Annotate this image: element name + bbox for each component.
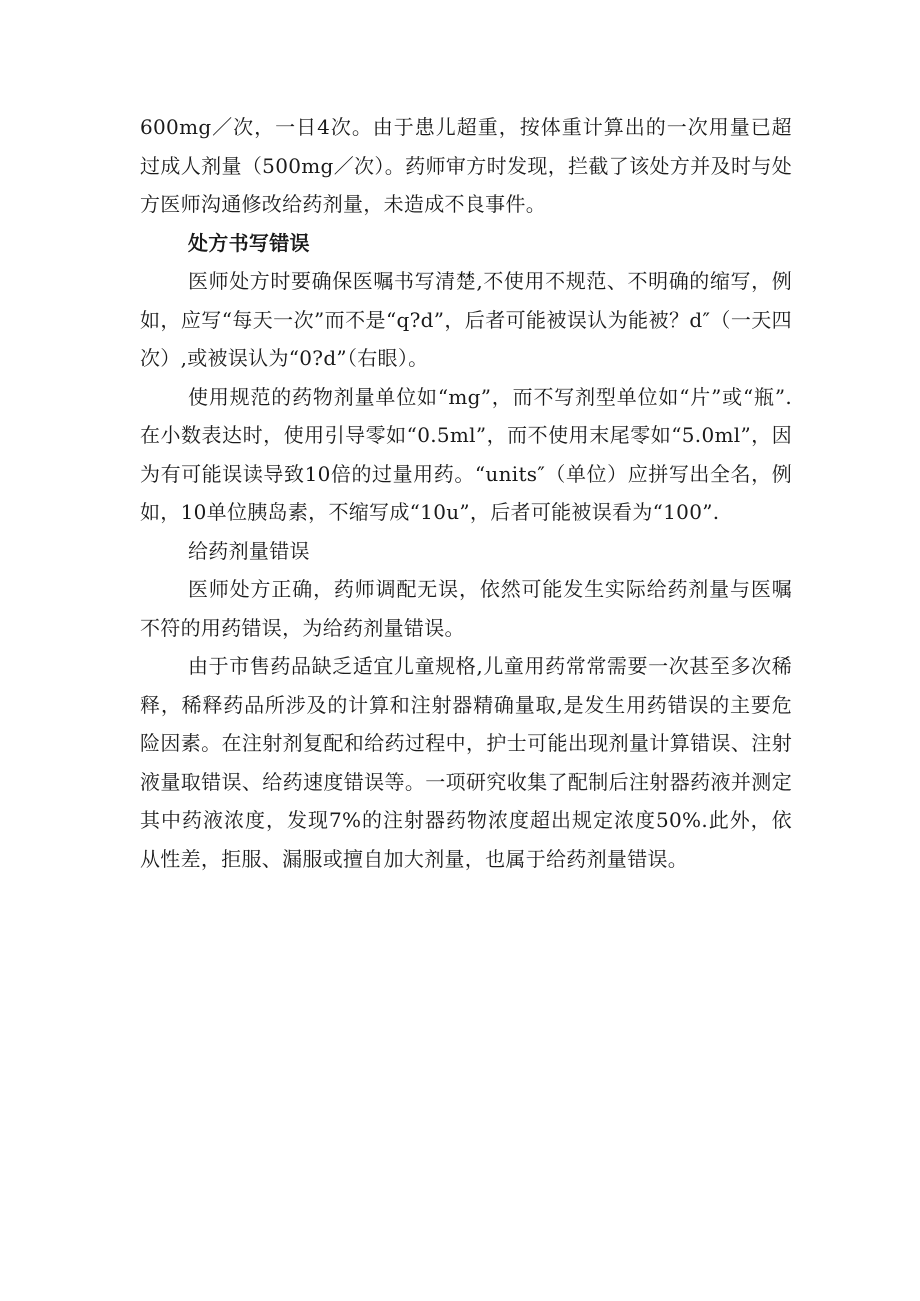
document-body [140,108,792,878]
paragraph-dose-units: 使用规范的药物剂量单位如“mg”，而不写剂型单位如“片”或“瓶”.在小数表达时，使用引导零如“0.5ml”，而不使用末尾零如“5.0ml”，因为有可能误读导致10倍的过量用药。“units″（单位）应拼写出全名，例如，10单位胰岛素，不缩写成“10u”，后者可能被误看为“100”. [140,384,792,524]
section-heading-prescription-writing-error: 处方书写错误 [188,230,310,255]
paragraph-dilution-risk: 由于市售药品缺乏适宜儿童规格,儿童用药常常需要一次甚至多次稀释，稀释药品所涉及的计算和注射器精确量取,是发生用药错误的主要危险因素。在注射剂复配和给药过程中，护士可能出现剂量计算错误、注射液量取错误、给药速度错误等。一项研究收集了配制后注射器药液并测定其中药液浓度，发现7%的注射器药物浓度超出规定浓度50%.此外，依从性差，拒服、漏服或擅自加大剂量，也属于给药剂量错误。 [140,654,792,871]
paragraph-abbreviation-rules: 医师处方时要确保医嘱书写清楚,不使用不规范、不明确的缩写，例如，应写“每天一次”而不是“q?d”，后者可能被误认为能被？d″（一天四次）,或被误认为“0?d”（右眼）。 [140,269,792,370]
paragraph-dosage-case: 600mg／次，一日4次。由于患儿超重，按体重计算出的一次用量已超过成人剂量（500mg／次）。药师审方时发现，拦截了该处方并及时与处方医师沟通修改给药剂量，未造成不良事件。 [140,115,792,216]
paragraph-dose-error-definition: 医师处方正确，药师调配无误，依然可能发生实际给药剂量与医嘱不符的用药错误，为给药剂量错误。 [140,577,792,640]
section-heading-administration-dose-error: 给药剂量错误 [188,538,310,563]
